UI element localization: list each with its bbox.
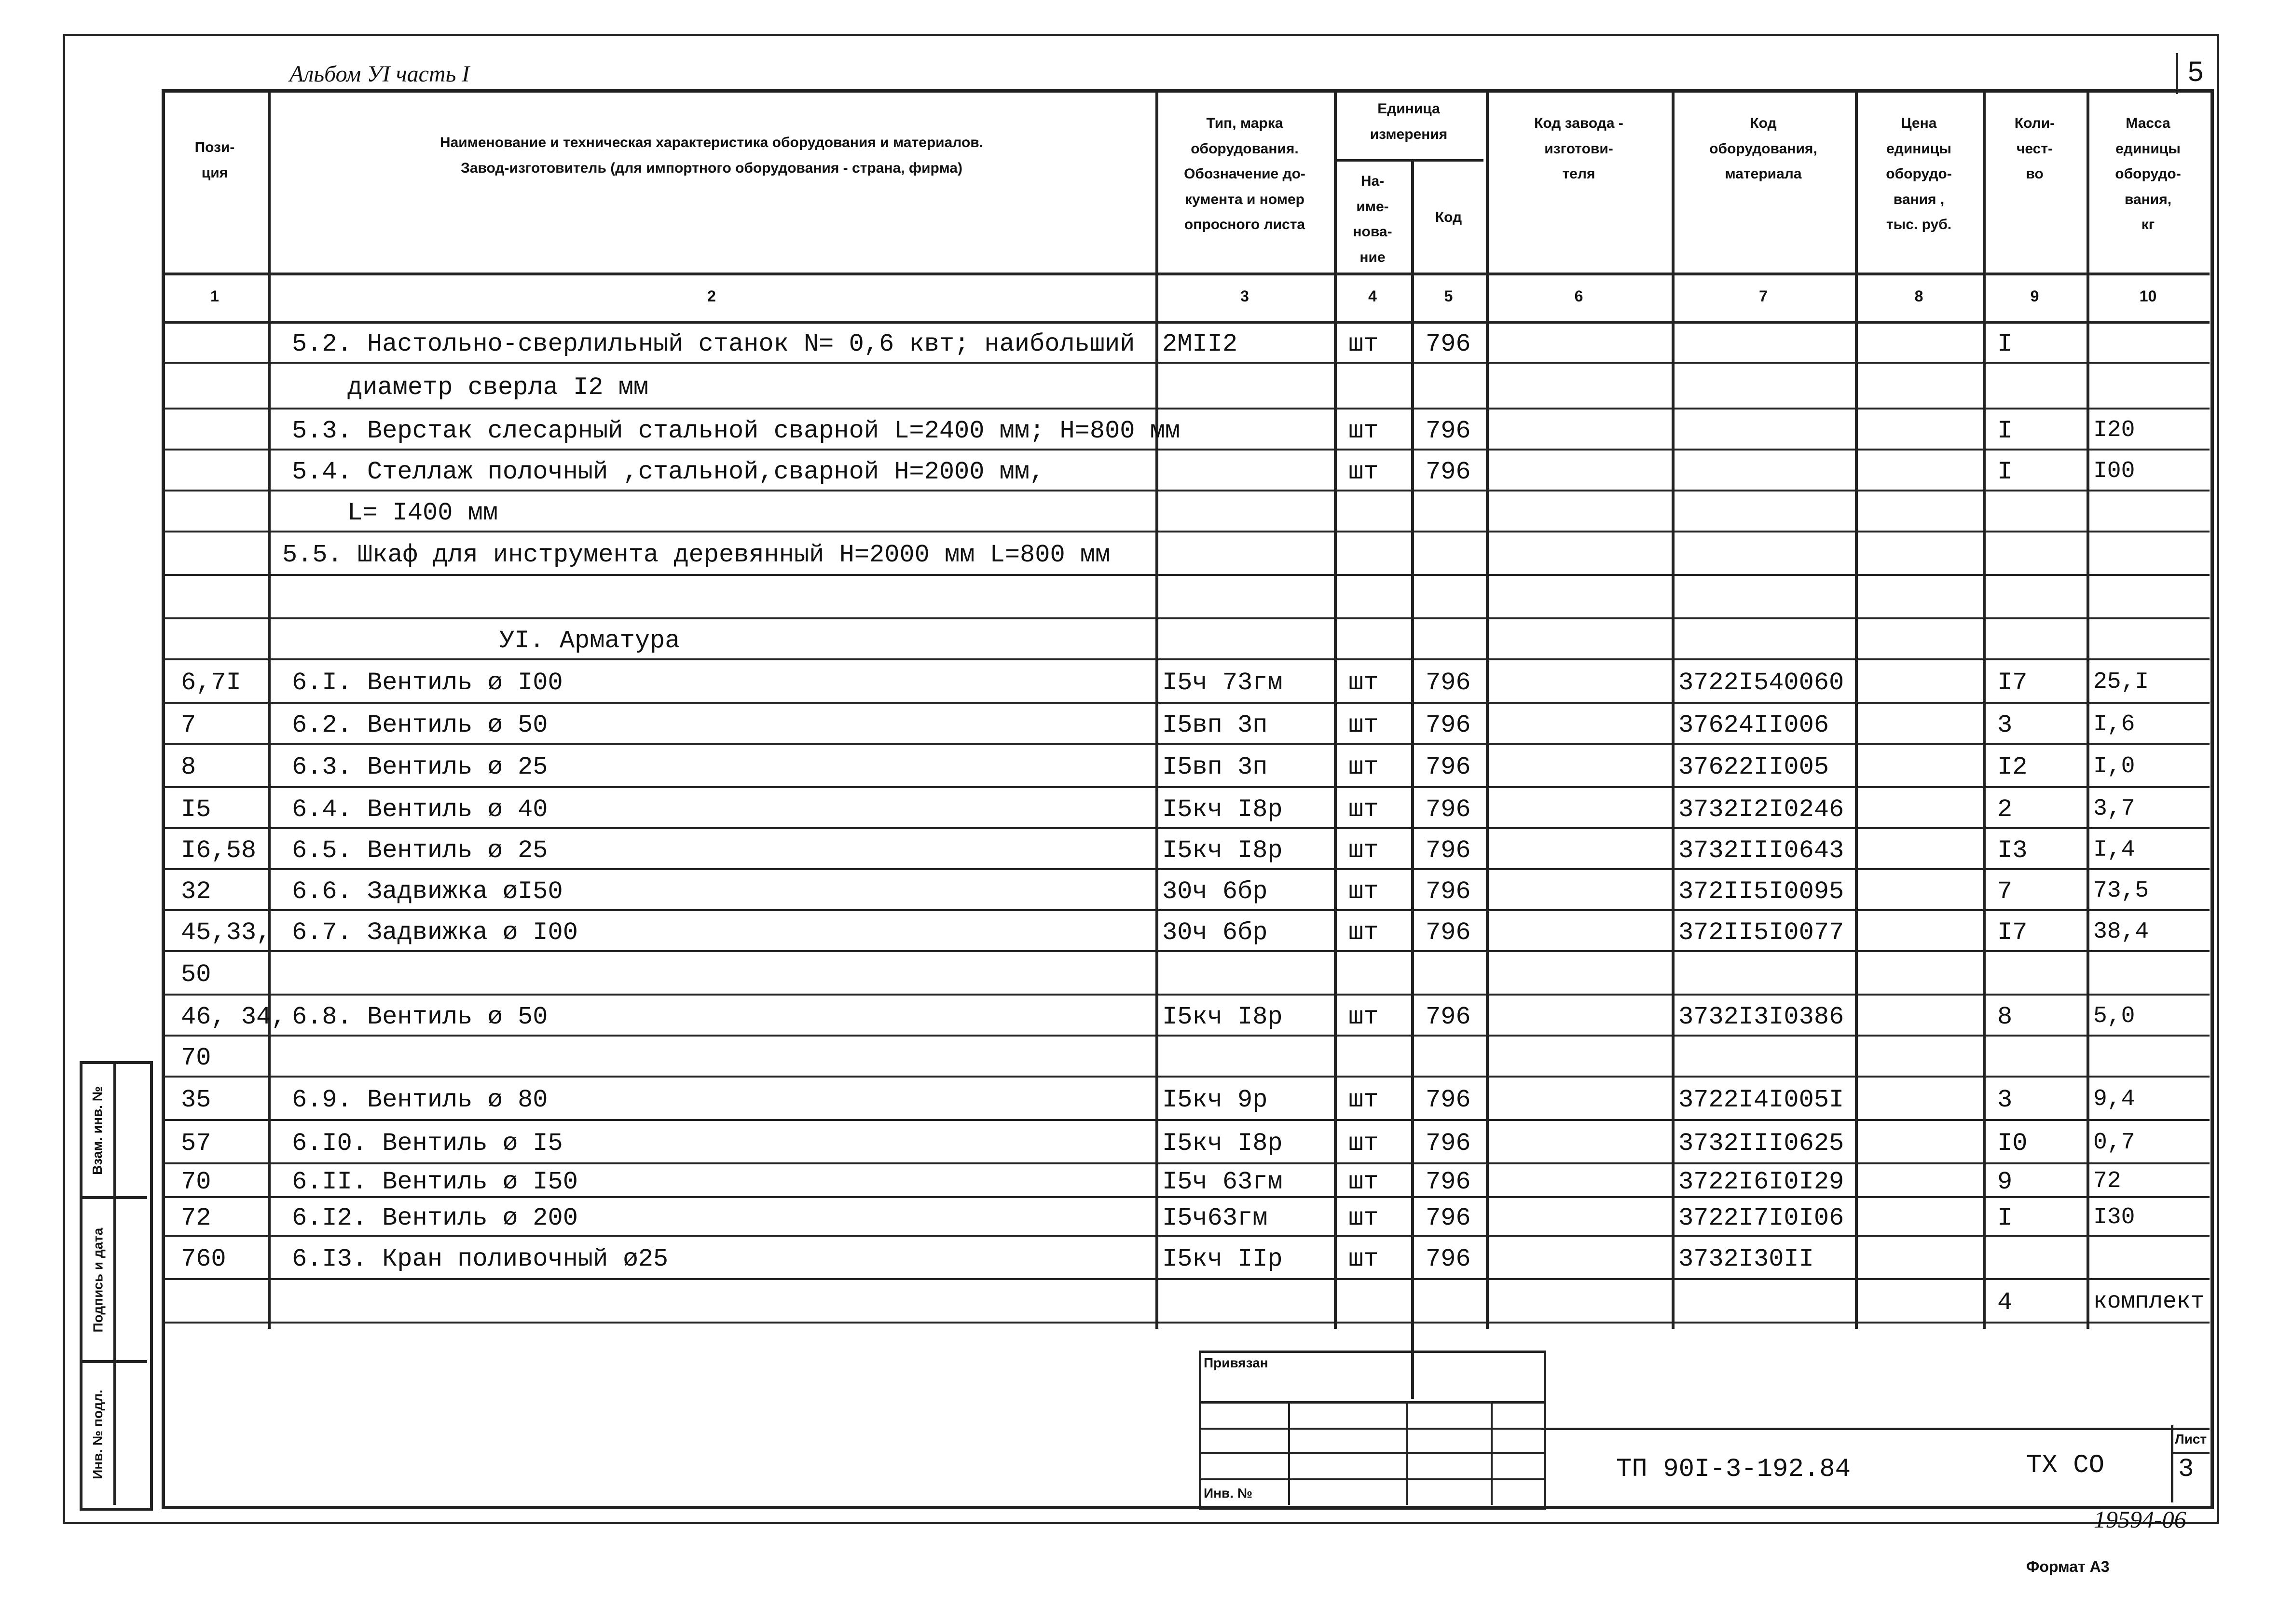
cell-pos: 8 xyxy=(181,753,196,781)
cell-name: УI. Арматура xyxy=(499,626,680,655)
column-header-6: Код завода - изготови- теля xyxy=(1534,115,1623,182)
cell-type: I5кч IIр xyxy=(1162,1245,1283,1273)
column-number-3: 3 xyxy=(1240,287,1249,305)
column-number-7: 7 xyxy=(1759,287,1768,305)
cell-name: 6.8. Вентиль ø 50 xyxy=(292,1002,548,1031)
cell-code: 796 xyxy=(1426,710,1471,739)
cell-type: I5кч I8р xyxy=(1162,836,1283,865)
cell-name: 5.5. Шкаф для инструмента деревянный Н=2000 мм L=800 мм xyxy=(282,541,1111,569)
cell-equip-code: 372II5I0095 xyxy=(1678,877,1844,906)
cell-type: 30ч 6бр xyxy=(1162,877,1268,906)
cell-equip-code: 37622II005 xyxy=(1678,753,1829,781)
cell-name: 6.I0. Вентиль ø I5 xyxy=(292,1129,563,1158)
cell-pos: 35 xyxy=(181,1086,211,1114)
cell-code: 796 xyxy=(1426,457,1471,486)
cell-name: 6.6. Задвижка øI50 xyxy=(292,877,563,906)
cell-mass: 38,4 xyxy=(2093,918,2149,945)
unit-group-header: Единица измерения xyxy=(1370,101,1448,142)
cell-pos: 45,33, xyxy=(181,918,272,947)
sheet-number: 3 xyxy=(2178,1455,2194,1484)
column-number-1: 1 xyxy=(210,287,219,305)
cell-name: 6.3. Вентиль ø 25 xyxy=(292,753,548,781)
side-label-inv-podl: Инв. № подл. xyxy=(90,1390,105,1479)
cell-type: I5кч I8р xyxy=(1162,795,1283,824)
side-label-vzam: Взам. инв. № xyxy=(89,1086,105,1175)
cell-pos: 46, 34, xyxy=(181,1002,287,1031)
cell-name: L= I400 мм xyxy=(347,498,498,527)
cell-mass: 0,7 xyxy=(2093,1130,2135,1156)
cell-unit: шт xyxy=(1348,1129,1379,1158)
cell-qty: 2 xyxy=(1997,795,2013,824)
sheet-label: Лист xyxy=(2175,1432,2207,1447)
cell-name: 6.I2. Вентиль ø 200 xyxy=(292,1204,578,1232)
cell-type: I5кч I8р xyxy=(1162,1002,1283,1031)
cell-mass: 25,I xyxy=(2093,669,2149,695)
cell-equip-code: 37624II006 xyxy=(1678,710,1829,739)
cell-unit: шт xyxy=(1348,795,1379,824)
cell-name: 6.4. Вентиль ø 40 xyxy=(292,795,548,824)
cell-qty: 8 xyxy=(1997,1002,2013,1031)
column-header-5: Код xyxy=(1435,209,1462,225)
column-number-6: 6 xyxy=(1574,287,1583,305)
cell-qty: I xyxy=(1997,416,2013,445)
cell-name: 6.I3. Кран поливочный ø25 xyxy=(292,1245,669,1273)
cell-qty: I xyxy=(1997,329,2013,358)
cell-mass: I,4 xyxy=(2093,836,2135,863)
column-header-3: Тип, марка оборудования. Обозначение до- кумента и номер опросного листа xyxy=(1184,115,1305,232)
cell-equip-code: 3732III0625 xyxy=(1678,1129,1844,1158)
cell-mass: I,6 xyxy=(2093,711,2135,737)
cell-name: 5.3. Верстак слесарный стальной сварной L=2400 мм; Н=800 мм xyxy=(292,416,1181,445)
cell-code: 796 xyxy=(1426,877,1471,906)
cell-qty: 3 xyxy=(1997,710,2013,739)
cell-code: 796 xyxy=(1426,918,1471,947)
cell-pos: 32 xyxy=(181,877,211,906)
cell-code: 796 xyxy=(1426,1245,1471,1273)
column-header-1: Пози- ция xyxy=(194,139,235,181)
sheet-corner-number: 5 xyxy=(2188,56,2204,87)
cell-qty: 4 xyxy=(1997,1288,2013,1317)
cell-unit: шт xyxy=(1348,1245,1379,1273)
cell-equip-code: 3722I540060 xyxy=(1678,669,1844,697)
album-header: Альбом УI часть I xyxy=(289,61,470,87)
cell-qty: I7 xyxy=(1997,669,2028,697)
cell-type: 30ч 6бр xyxy=(1162,918,1268,947)
cell-mass: 9,4 xyxy=(2093,1086,2135,1112)
cell-type: I5ч 73гм xyxy=(1162,669,1283,697)
cell-mass: комплект xyxy=(2093,1289,2205,1315)
cell-mass: 3,7 xyxy=(2093,795,2135,822)
cell-name: 6.2. Вентиль ø 50 xyxy=(292,710,548,739)
cell-name: диаметр сверла I2 мм xyxy=(347,373,649,402)
cell-mass: 5,0 xyxy=(2093,1003,2135,1029)
cell-mass: I00 xyxy=(2093,458,2135,484)
cell-equip-code: 3722I4I005I xyxy=(1678,1086,1844,1114)
cell-unit: шт xyxy=(1348,918,1379,947)
cell-mass: I30 xyxy=(2093,1204,2135,1230)
cell-name: 5.2. Настольно-сверлильный станок N= 0,6 квт; наибольший xyxy=(292,329,1135,358)
cell-mass: I20 xyxy=(2093,417,2135,443)
cell-pos: 7 xyxy=(181,710,196,739)
cell-unit: шт xyxy=(1348,710,1379,739)
column-number-5: 5 xyxy=(1444,287,1453,305)
cell-equip-code: 3732III0643 xyxy=(1678,836,1844,865)
format-label: Формат А3 xyxy=(2026,1558,2110,1575)
doc-code: ТП 90I-3-192.84 xyxy=(1616,1455,1851,1484)
cell-unit: шт xyxy=(1348,329,1379,358)
side-label-podpis: Подпись и дата xyxy=(90,1228,106,1333)
copy-number: 19594-06 xyxy=(2094,1506,2186,1533)
cell-qty: I xyxy=(1997,457,2013,486)
cell-mass: 72 xyxy=(2093,1168,2121,1194)
cell-code: 796 xyxy=(1426,795,1471,824)
cell-unit: шт xyxy=(1348,836,1379,865)
cell-pos: 50 xyxy=(181,960,211,989)
cell-type: I5кч 9р xyxy=(1162,1086,1268,1114)
cell-equip-code: 3722I6I0I29 xyxy=(1678,1168,1844,1196)
cell-mass: I,0 xyxy=(2093,753,2135,779)
cell-name: 6.9. Вентиль ø 80 xyxy=(292,1086,548,1114)
cell-name: 6.II. Вентиль ø I50 xyxy=(292,1168,578,1196)
sheet-code: ТХ СО xyxy=(2026,1451,2105,1480)
cell-pos: 70 xyxy=(181,1043,211,1072)
cell-type: I5кч I8р xyxy=(1162,1129,1283,1158)
column-number-8: 8 xyxy=(1914,287,1923,305)
cell-code: 796 xyxy=(1426,329,1471,358)
column-header-4: На- име- нова- ние xyxy=(1353,173,1392,265)
cell-unit: шт xyxy=(1348,1168,1379,1196)
cell-pos: 70 xyxy=(181,1168,211,1196)
cell-pos: I5 xyxy=(181,795,211,824)
cell-type: I5ч 63гм xyxy=(1162,1168,1283,1196)
cell-unit: шт xyxy=(1348,457,1379,486)
cell-type: 2МII2 xyxy=(1162,329,1238,358)
cell-qty: 9 xyxy=(1997,1168,2013,1196)
cell-qty: I xyxy=(1997,1204,2013,1232)
cell-code: 796 xyxy=(1426,669,1471,697)
cell-code: 796 xyxy=(1426,836,1471,865)
cell-name: 6.7. Задвижка ø I00 xyxy=(292,918,578,947)
cell-mass: 73,5 xyxy=(2093,877,2149,904)
cell-code: 796 xyxy=(1426,1204,1471,1232)
cell-name: 5.4. Стеллаж полочный ,стальной,сварной Н=2000 мм, xyxy=(292,457,1045,486)
cell-code: 796 xyxy=(1426,753,1471,781)
column-header-2: Наименование и техническая характеристика оборудования и материалов. Завод-изготовитель (для импортного оборудования - страна, фирма) xyxy=(439,135,984,176)
cell-equip-code: 3722I7I0I06 xyxy=(1678,1204,1844,1232)
cell-code: 796 xyxy=(1426,1086,1471,1114)
column-header-7: Код оборудования, материала xyxy=(1709,115,1817,182)
cell-qty: I3 xyxy=(1997,836,2028,865)
inv-no-label: Инв. № xyxy=(1204,1486,1253,1501)
column-number-4: 4 xyxy=(1368,287,1377,305)
column-header-8: Цена единицы оборудо- вания , тыс. руб. xyxy=(1886,115,1952,232)
column-header-9: Коли- чест- во xyxy=(2014,115,2055,182)
cell-qty: 7 xyxy=(1997,877,2013,906)
cell-equip-code: 3732I30II xyxy=(1678,1245,1814,1273)
cell-unit: шт xyxy=(1348,669,1379,697)
cell-type: I5ч63гм xyxy=(1162,1204,1268,1232)
cell-equip-code: 372II5I0077 xyxy=(1678,918,1844,947)
cell-qty: I7 xyxy=(1997,918,2028,947)
cell-equip-code: 3732I3I0386 xyxy=(1678,1002,1844,1031)
column-number-10: 10 xyxy=(2139,287,2157,305)
cell-unit: шт xyxy=(1348,753,1379,781)
cell-type: I5вп 3п xyxy=(1162,710,1268,739)
cell-pos: 72 xyxy=(181,1204,211,1232)
cell-pos: 760 xyxy=(181,1245,226,1273)
column-number-9: 9 xyxy=(2030,287,2039,305)
cell-unit: шт xyxy=(1348,1204,1379,1232)
cell-unit: шт xyxy=(1348,416,1379,445)
cell-name: 6.I. Вентиль ø I00 xyxy=(292,669,563,697)
cell-equip-code: 3732I2I0246 xyxy=(1678,795,1844,824)
column-header-10: Масса единицы оборудо- вания, кг xyxy=(2115,115,2181,232)
cell-code: 796 xyxy=(1426,1129,1471,1158)
cell-unit: шт xyxy=(1348,1002,1379,1031)
cell-unit: шт xyxy=(1348,1086,1379,1114)
cell-code: 796 xyxy=(1426,1002,1471,1031)
cell-pos: 6,7I xyxy=(181,669,241,697)
privyazan-label: Привязан xyxy=(1204,1355,1268,1370)
cell-type: I5вп 3п xyxy=(1162,753,1268,781)
cell-pos: I6,58 xyxy=(181,836,257,865)
cell-qty: I0 xyxy=(1997,1129,2028,1158)
cell-qty: 3 xyxy=(1997,1086,2013,1114)
cell-pos: 57 xyxy=(181,1129,211,1158)
cell-qty: I2 xyxy=(1997,753,2028,781)
cell-unit: шт xyxy=(1348,877,1379,906)
column-number-2: 2 xyxy=(707,287,716,305)
cell-name: 6.5. Вентиль ø 25 xyxy=(292,836,548,865)
cell-code: 796 xyxy=(1426,1168,1471,1196)
cell-code: 796 xyxy=(1426,416,1471,445)
